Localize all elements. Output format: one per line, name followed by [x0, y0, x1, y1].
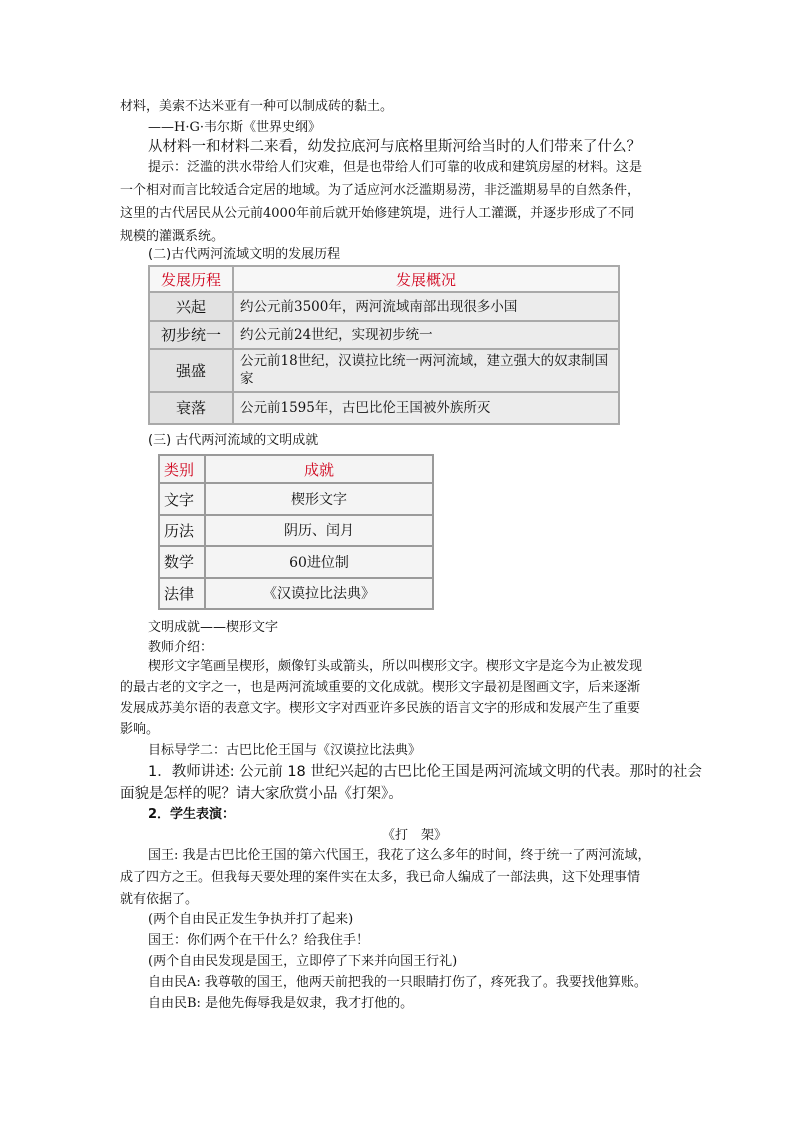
- table-cell: 法律: [159, 578, 205, 609]
- text-line: 1．教师讲述: 公元前 18 世纪兴起的古巴比伦王国是两河流域文明的代表。那时的社会: [148, 764, 702, 780]
- table-header: 发展概况: [234, 267, 618, 291]
- dialogue-line: 成了四方之王。但我每天要处理的案件实在太多，我已命人编成了一部法典，这下处理事情: [120, 870, 641, 885]
- text-line: 发展成苏美尔语的表意文字。楔形文字对西亚许多民族的语言文字的形成和发展产生了重要: [120, 701, 641, 716]
- hint-line: 提示：泛滥的洪水带给人们灾难，但是也带给人们可靠的收成和建筑房屋的材料。这是: [148, 160, 643, 175]
- table-cell: 衰落: [150, 393, 232, 423]
- table-cell: 兴起: [150, 293, 232, 319]
- hint-line: 一个相对而言比较适合定居的地域。为了适应河水泛滥期易涝，非泛滥期易旱的自然条件，: [120, 183, 641, 198]
- table-header: 类别: [159, 455, 205, 483]
- dialogue-line: 就有依据了。: [120, 892, 199, 907]
- dialogue-line: 自由民A: 我尊敬的国王，他两天前把我的一只眼睛打伤了，疼死我了。我要找他算账。: [148, 975, 647, 990]
- text-line: 面貌是怎样的呢？请大家欣赏小品《打架》。: [120, 786, 403, 802]
- table-cell: 公元前1595年，古巴比伦王国被外族所灭: [234, 393, 618, 423]
- table-cell: 约公元前3500年，两河流域南部出现很多小国: [234, 293, 618, 319]
- table-cell: 初步统一: [150, 322, 232, 348]
- table-cell: 阴历、闰月: [205, 515, 433, 546]
- section-heading: (二)古代两河流域文明的发展历程: [148, 247, 341, 262]
- section-heading: (三) 古代两河流域的文明成就: [148, 433, 319, 448]
- stage-direction: (两个自由民发现是国王，立即停了下来并向国王行礼): [148, 954, 458, 969]
- table-header: 发展历程: [150, 267, 232, 291]
- skit-title: 《打 架》: [382, 828, 448, 843]
- goal-heading: 目标导学二：古巴比伦王国与《汉谟拉比法典》: [148, 743, 422, 758]
- table-cell: 数学: [159, 546, 205, 577]
- development-table: [148, 265, 620, 425]
- dialogue-line: 自由民B: 是他先侮辱我是奴隶，我才打他的。: [148, 996, 414, 1011]
- table-cell: 历法: [159, 515, 205, 546]
- table-header: 成就: [205, 455, 433, 483]
- table-cell: 文字: [159, 483, 205, 514]
- dialogue-line: 国王: 我是古巴比伦王国的第六代国王，我花了这么多年的时间，终于统一了两河流域，: [148, 848, 651, 863]
- text-line: 教师介绍：: [148, 640, 214, 655]
- achievement-table: [158, 454, 434, 610]
- table-cell: 约公元前24世纪，实现初步统一: [234, 322, 618, 348]
- dialogue-line: 国王：你们两个在干什么？给我住手！: [148, 933, 370, 948]
- hint-line: 这里的古代居民从公元前4000年前后就开始修建筑堤，进行人工灌溉，并逐步形成了不同: [120, 206, 635, 221]
- stage-direction: (两个自由民正发生争执并打了起来): [148, 912, 354, 927]
- text-line: 2．学生表演：: [148, 807, 236, 822]
- question: 从材料一和材料二来看，幼发拉底河与底格里斯河给当时的人们带来了什么？: [148, 139, 641, 155]
- text-line: 材料，美索不达米亚有一种可以制成砖的黏土。: [120, 99, 394, 114]
- text-line: 的最古老的文字之一，也是两河流域重要的文化成就。楔形文字最初是图画文字，后来逐渐: [120, 680, 641, 695]
- table-cell: 《汉谟拉比法典》: [205, 578, 433, 609]
- text-line: 文明成就——楔形文字: [148, 620, 279, 635]
- table-cell: 楔形文字: [205, 483, 433, 514]
- text-line: 影响。: [120, 722, 160, 737]
- table-cell: 公元前18世纪，汉谟拉比统一两河流域，建立强大的奴隶制国家: [234, 350, 618, 391]
- hint-line: 规模的灌溉系统。: [120, 229, 225, 244]
- table-cell: 60进位制: [205, 546, 433, 577]
- citation: ——H·G·韦尔斯《世界史纲》: [148, 120, 321, 135]
- table-cell: 强盛: [150, 350, 232, 391]
- text-line: 楔形文字笔画呈楔形，颇像钉头或箭头，所以叫楔形文字。楔形文字是迄今为止被发现: [148, 659, 643, 674]
